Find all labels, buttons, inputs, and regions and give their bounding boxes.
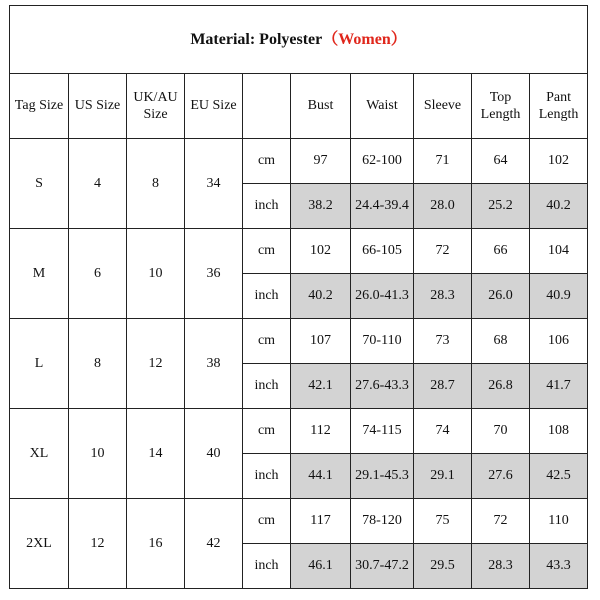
pant-length-inch-cell: 41.7 (530, 364, 588, 409)
us-size-cell: 6 (69, 229, 127, 319)
unit-cm-cell: cm (243, 139, 291, 184)
top-length-inch-cell: 27.6 (472, 454, 530, 499)
title-row (10, 6, 588, 74)
waist-cm-cell: 70-110 (351, 319, 414, 364)
tag-size-cell: L (10, 319, 69, 409)
top-length-inch-cell: 26.0 (472, 274, 530, 319)
top-length-inch-cell: 28.3 (472, 544, 530, 589)
header-uk-au-line2: Size (143, 107, 168, 122)
header-tag-size: Tag Size (10, 74, 69, 139)
pant-length-cm-cell: 104 (530, 229, 588, 274)
eu-size-cell: 38 (185, 319, 243, 409)
waist-inch-cell: 24.4-39.4 (351, 184, 414, 229)
table-row-cm (10, 139, 588, 184)
tag-size-cell: M (10, 229, 69, 319)
eu-size-cell: 42 (185, 499, 243, 589)
top-length-inch-cell: 26.8 (472, 364, 530, 409)
pant-length-inch-cell: 40.2 (530, 184, 588, 229)
uk-au-size-cell: 10 (127, 229, 185, 319)
sleeve-inch-cell: 28.0 (414, 184, 472, 229)
bust-inch-cell: 40.2 (291, 274, 351, 319)
waist-inch-cell: 29.1-45.3 (351, 454, 414, 499)
pant-length-inch-cell: 42.5 (530, 454, 588, 499)
sleeve-cm-cell: 75 (414, 499, 472, 544)
waist-inch-cell: 26.0-41.3 (351, 274, 414, 319)
table-row-cm (10, 229, 588, 274)
table-row-cm (10, 409, 588, 454)
unit-inch-cell: inch (243, 364, 291, 409)
unit-cm-cell: cm (243, 499, 291, 544)
top-length-cm-cell: 68 (472, 319, 530, 364)
table-row-cm (10, 319, 588, 364)
pant-length-inch-cell: 40.9 (530, 274, 588, 319)
eu-size-cell: 36 (185, 229, 243, 319)
bust-cm-cell: 112 (291, 409, 351, 454)
header-pant-length-line2: Length (538, 107, 579, 122)
pant-length-cm-cell: 106 (530, 319, 588, 364)
unit-inch-cell: inch (243, 454, 291, 499)
pant-length-cm-cell: 102 (530, 139, 588, 184)
header-sleeve: Sleeve (414, 74, 472, 139)
bust-cm-cell: 102 (291, 229, 351, 274)
tag-size-cell: 2XL (10, 499, 69, 589)
size-table (9, 5, 588, 589)
header-waist: Waist (351, 74, 414, 139)
header-pant-length-line1: Pant (546, 89, 571, 105)
header-row (10, 74, 588, 139)
sleeve-cm-cell: 71 (414, 139, 472, 184)
pant-length-cm-cell: 108 (530, 409, 588, 454)
top-length-cm-cell: 66 (472, 229, 530, 274)
title-women: （Women） (322, 30, 407, 48)
header-uk-au-size (127, 74, 185, 139)
header-top-length-line2: Length (480, 107, 521, 122)
header-eu-size: EU Size (185, 74, 243, 139)
bust-inch-cell: 44.1 (291, 454, 351, 499)
sleeve-cm-cell: 72 (414, 229, 472, 274)
tag-size-cell: S (10, 139, 69, 229)
header-top-length-line1: Top (489, 89, 512, 105)
title-prefix: Material: Polyester (190, 30, 323, 48)
sleeve-inch-cell: 28.3 (414, 274, 472, 319)
us-size-cell: 10 (69, 409, 127, 499)
top-length-cm-cell: 72 (472, 499, 530, 544)
bust-cm-cell: 97 (291, 139, 351, 184)
waist-cm-cell: 66-105 (351, 229, 414, 274)
bust-cm-cell: 117 (291, 499, 351, 544)
unit-cm-cell: cm (243, 229, 291, 274)
unit-cm-cell: cm (243, 409, 291, 454)
unit-inch-cell: inch (243, 544, 291, 589)
uk-au-size-cell: 16 (127, 499, 185, 589)
us-size-cell: 4 (69, 139, 127, 229)
header-bust: Bust (291, 74, 351, 139)
bust-inch-cell: 38.2 (291, 184, 351, 229)
header-top-length (472, 74, 530, 139)
bust-cm-cell: 107 (291, 319, 351, 364)
header-uk-au-line1: UK/AU (133, 89, 178, 105)
sleeve-inch-cell: 28.7 (414, 364, 472, 409)
sleeve-cm-cell: 73 (414, 319, 472, 364)
uk-au-size-cell: 12 (127, 319, 185, 409)
table-row-cm (10, 499, 588, 544)
unit-inch-cell: inch (243, 184, 291, 229)
waist-cm-cell: 78-120 (351, 499, 414, 544)
size-chart (9, 5, 587, 589)
waist-cm-cell: 62-100 (351, 139, 414, 184)
waist-cm-cell: 74-115 (351, 409, 414, 454)
table-title (10, 6, 588, 74)
header-us-size: US Size (69, 74, 127, 139)
waist-inch-cell: 27.6-43.3 (351, 364, 414, 409)
pant-length-inch-cell: 43.3 (530, 544, 588, 589)
sleeve-inch-cell: 29.5 (414, 544, 472, 589)
bust-inch-cell: 42.1 (291, 364, 351, 409)
us-size-cell: 12 (69, 499, 127, 589)
top-length-inch-cell: 25.2 (472, 184, 530, 229)
eu-size-cell: 34 (185, 139, 243, 229)
tag-size-cell: XL (10, 409, 69, 499)
unit-inch-cell: inch (243, 274, 291, 319)
sleeve-cm-cell: 74 (414, 409, 472, 454)
header-pant-length (530, 74, 588, 139)
us-size-cell: 8 (69, 319, 127, 409)
uk-au-size-cell: 8 (127, 139, 185, 229)
eu-size-cell: 40 (185, 409, 243, 499)
header-unit (243, 74, 291, 139)
top-length-cm-cell: 64 (472, 139, 530, 184)
unit-cm-cell: cm (243, 319, 291, 364)
top-length-cm-cell: 70 (472, 409, 530, 454)
bust-inch-cell: 46.1 (291, 544, 351, 589)
uk-au-size-cell: 14 (127, 409, 185, 499)
pant-length-cm-cell: 110 (530, 499, 588, 544)
sleeve-inch-cell: 29.1 (414, 454, 472, 499)
waist-inch-cell: 30.7-47.2 (351, 544, 414, 589)
